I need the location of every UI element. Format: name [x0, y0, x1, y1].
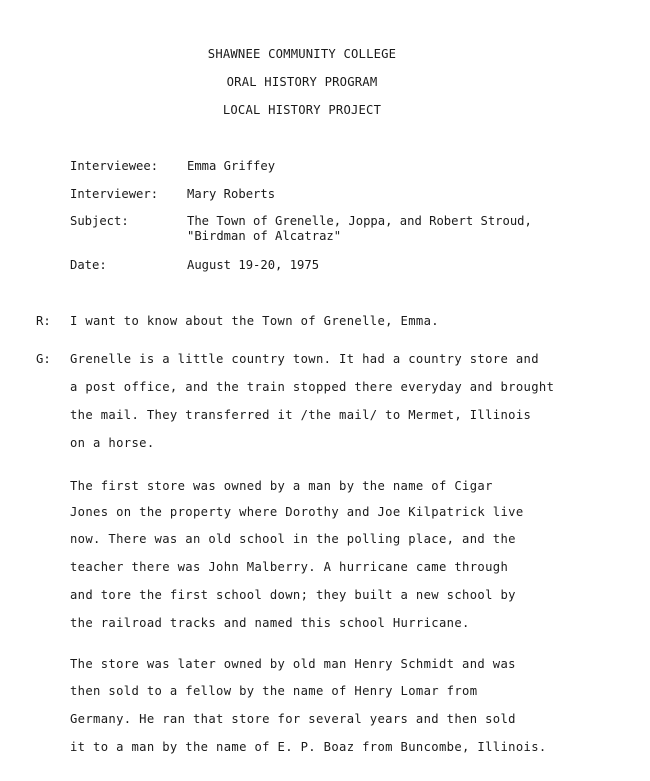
project-heading: LOCAL HISTORY PROJECT — [222, 103, 382, 117]
interviewee-label: Interviewee: — [70, 159, 159, 173]
speaker-interviewee: G: — [36, 352, 51, 366]
answer-line: Germany. He ran that store for several years and then sold — [70, 712, 516, 726]
answer-line: it to a man by the name of E. P. Boaz from Buncombe, Illinois. — [70, 740, 547, 754]
interviewee-value: Emma Griffey — [187, 159, 276, 173]
answer-line: and tore the first school down; they built a new school by — [70, 588, 516, 602]
answer-line: now. There was an old school in the polling place, and the — [70, 532, 516, 546]
answer-text: to Mermet, Illinois — [377, 408, 532, 422]
subject-value-line-1: The Town of Grenelle, Joppa, and Robert Stroud, — [187, 214, 532, 228]
answer-line: Grenelle is a little country town. It had a country store and — [70, 352, 539, 366]
answer-line: Jones on the property where Dorothy and Joe Kilpatrick live — [70, 505, 524, 519]
question-line: I want to know about the Town of Grenelle, Emma. — [70, 314, 439, 328]
college-heading: SHAWNEE COMMUNITY COLLEGE — [207, 47, 397, 61]
date-value: August 19-20, 1975 — [187, 258, 320, 272]
answer-line: a post office, and the train stopped there everyday and brought — [70, 380, 555, 394]
subject-label: Subject: — [70, 214, 129, 228]
date-label: Date: — [70, 258, 107, 272]
answer-line: then sold to a fellow by the name of Henry Lomar from — [70, 684, 478, 698]
interviewer-label: Interviewer: — [70, 187, 159, 201]
interviewer-value: Mary Roberts — [187, 187, 276, 201]
subject-value-line-2: "Birdman of Alcatraz" — [187, 229, 342, 243]
answer-line: The store was later owned by old man Henry Schmidt and was — [70, 657, 516, 671]
answer-text: the mail. They transferred it — [70, 408, 301, 422]
answer-line: the railroad tracks and named this school Hurricane. — [70, 616, 470, 630]
answer-line: teacher there was John Malberry. A hurricane came through — [70, 560, 509, 574]
editorial-insertion: /the mail/ — [300, 408, 378, 422]
answer-line — [70, 408, 531, 422]
program-heading: ORAL HISTORY PROGRAM — [226, 75, 378, 89]
answer-line: The first store was owned by a man by the name of Cigar — [70, 479, 493, 493]
answer-line: on a horse. — [70, 436, 155, 450]
speaker-interviewer: R: — [36, 314, 51, 328]
